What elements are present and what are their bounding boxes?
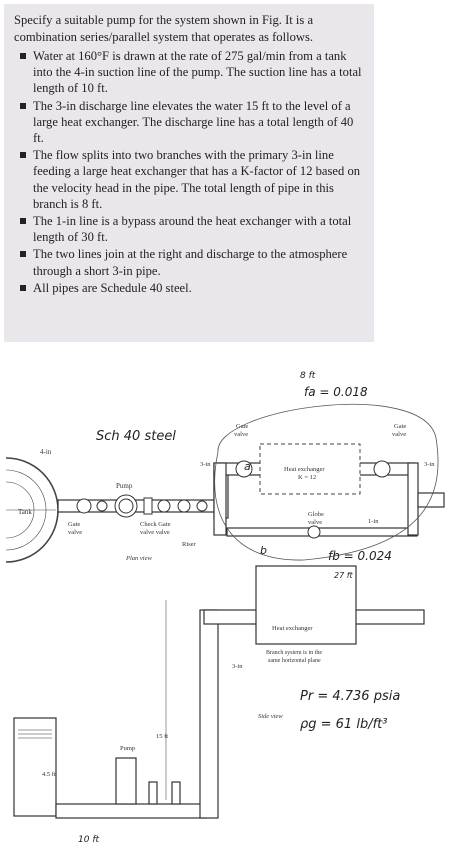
piping-diagram-svg xyxy=(4,348,458,848)
line-3in-left-label: 3-in xyxy=(200,461,211,468)
problem-statement xyxy=(4,4,374,342)
pump-side-label: Pump xyxy=(120,745,136,752)
bullet-square-icon xyxy=(20,103,26,109)
globe-valve-label: Globe valve xyxy=(308,511,324,526)
bullet-item xyxy=(14,246,366,278)
hw-branch-a-length: 8 ft xyxy=(300,371,316,381)
rise-15ft-label: 15 ft xyxy=(156,733,169,740)
check-gate-label: Check Gate valve valve xyxy=(140,521,171,536)
hw-fa: fa = 0.018 xyxy=(304,385,368,399)
pump-plan-label: Pump xyxy=(116,482,133,490)
problem-intro: Specify a suitable pump for the system shown in Fig. It is a combination series/parallel system that operates as follows. xyxy=(14,13,314,44)
tank-side xyxy=(14,718,56,816)
hw-pg: ρg = 61 lb/ft³ xyxy=(300,717,388,732)
hw-point-a: a xyxy=(244,460,251,473)
tank-label: Tank xyxy=(18,508,32,516)
bullet-item xyxy=(14,98,366,147)
plan-view-label: Plan view xyxy=(126,555,152,562)
side-suction-pipe xyxy=(56,758,206,818)
bullet-square-icon xyxy=(20,152,26,158)
bullet-text: The two lines join at the right and discharge to the atmosphere through a short 3-in pipe. xyxy=(33,247,348,278)
piping-system-figure xyxy=(4,348,458,848)
tank-plan xyxy=(6,458,58,562)
depth-4-5ft-label: 4.5 ft xyxy=(42,771,56,778)
side-view-label: Side view xyxy=(258,713,283,720)
bullet-square-icon xyxy=(20,53,26,59)
branch-note-label: Branch system is in the same horizontal plane xyxy=(266,650,322,664)
line-3in-side-label: 3-in xyxy=(232,663,243,670)
bullet-item xyxy=(14,147,366,212)
heat-exchanger-plan-label: Heat exchanger K = 12 xyxy=(284,466,325,481)
hw-fb: fb = 0.024 xyxy=(328,549,392,563)
heat-exchanger-side-label: Heat exchanger xyxy=(272,625,313,632)
bullet-square-icon xyxy=(20,285,26,291)
gate-valve-top-left-label: Gate valve xyxy=(234,423,249,438)
line-1in-label: 1-in xyxy=(368,518,379,525)
hw-pr: Pr = 4.736 psia xyxy=(300,689,401,704)
bullet-item xyxy=(14,48,366,97)
gate-valve-top-right-label: Gate valve xyxy=(392,423,407,438)
gate-valve-icon xyxy=(178,500,190,512)
gate-valve-label: Gate valve xyxy=(68,521,83,536)
bullet-text: Water at 160°F is drawn at the rate of 275 gal/min from a tank into the 4-in suction line of the pump. The suction line has a total length of 10 ft. xyxy=(33,49,362,96)
line-3in-right-label: 3-in xyxy=(424,461,435,468)
gate-valve-icon xyxy=(77,499,91,513)
hw-suction-length: 10 ft xyxy=(78,835,100,845)
suction-4in-label: 4-in xyxy=(40,448,52,456)
hw-sch40: Sch 40 steel xyxy=(96,429,176,444)
bullet-square-icon xyxy=(20,251,26,257)
problem-bullet-list xyxy=(14,48,366,296)
hw-branch-b-length: 27 ft xyxy=(334,571,353,580)
bullet-square-icon xyxy=(20,218,26,224)
globe-valve-icon xyxy=(308,526,320,538)
hw-point-b: b xyxy=(260,544,267,557)
check-valve-icon xyxy=(158,500,170,512)
bullet-text: All pipes are Schedule 40 steel. xyxy=(33,280,192,295)
bullet-text: The 3-in discharge line elevates the water 15 ft to the level of a large heat exchanger. The discharge line has a total length of 40 ft. xyxy=(33,98,354,146)
bullet-item xyxy=(14,213,366,245)
bullet-text: The flow splits into two branches with the primary 3-in line feeding a large heat exchanger that has a K-factor of 12 based on the velocity head in the pipe. The total length of pipe in this branch is 8 ft. xyxy=(33,148,361,211)
bullet-text: The 1-in line is a bypass around the heat exchanger with a total length of 30 ft. xyxy=(33,214,352,245)
bullet-item xyxy=(14,280,366,296)
riser-label: Riser xyxy=(182,541,196,548)
